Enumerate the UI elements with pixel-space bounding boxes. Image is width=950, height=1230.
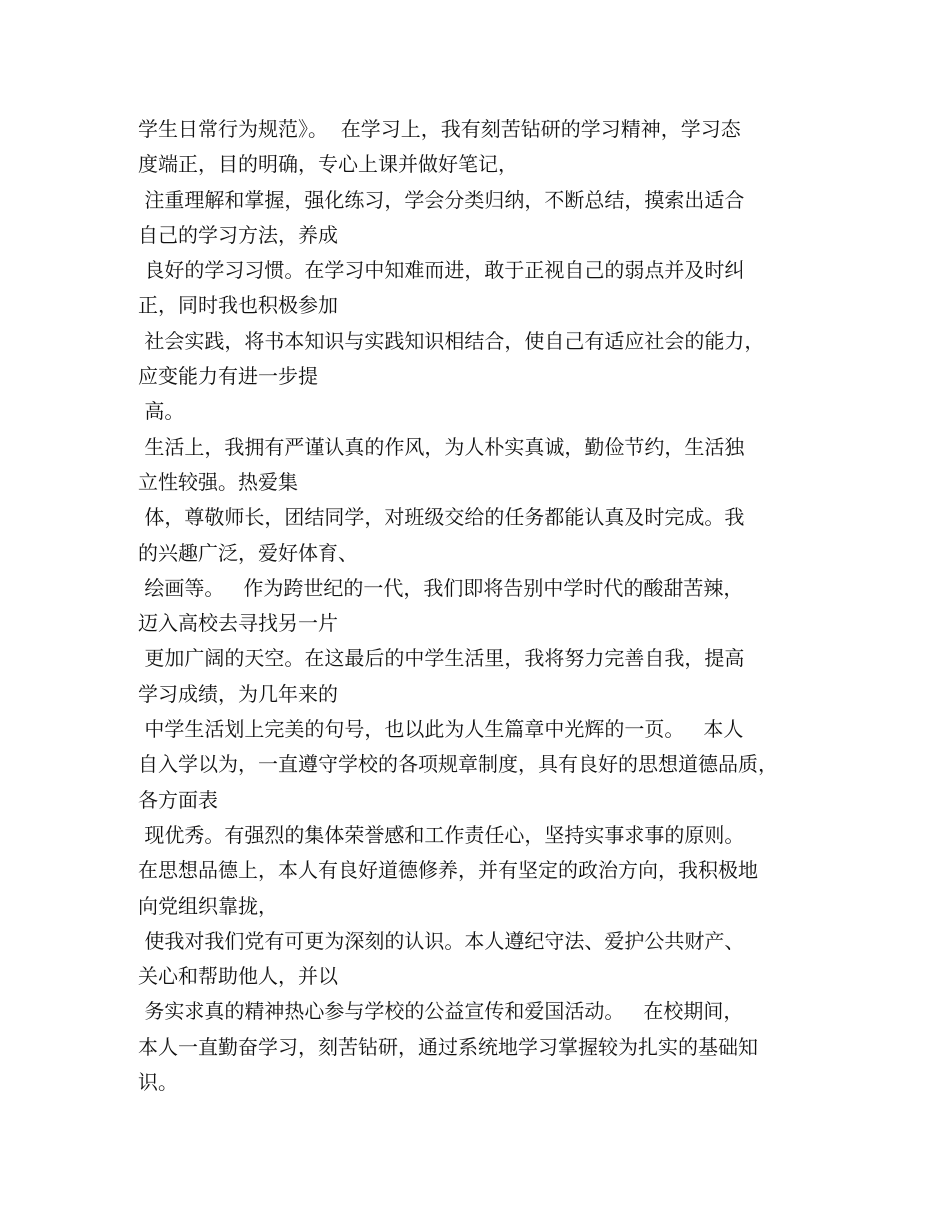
text-line: 迈入高校去寻找另一片 [138, 611, 338, 636]
text-line: 正，同时我也积极参加 [138, 293, 338, 318]
text-line: 学习成绩，为几年来的 [138, 681, 338, 706]
text-line: 立性较强。热爱集 [138, 469, 298, 494]
document-body [138, 112, 828, 1100]
text-line: 体，尊敬师长，团结同学，对班级交给的任务都能认真及时完成。我 [138, 505, 745, 530]
text-line: 的兴趣广泛，爱好体育、 [138, 540, 358, 565]
text-line: 使我对我们党有可更为深刻的认识。本人遵纪守法、爱护公共财产、 [138, 928, 745, 953]
text-line: 高。 [138, 399, 185, 424]
text-line: 自己的学习方法，养成 [138, 222, 338, 247]
text-line: 在思想品德上，本人有良好道德修养，并有坚定的政治方向，我积极地 [138, 858, 758, 883]
text-line: 良好的学习习惯。在学习中知难而进，敢于正视自己的弱点并及时纠 [138, 258, 745, 283]
text-line: 更加广阔的天空。在这最后的中学生活里，我将努力完善自我，提高 [138, 646, 745, 671]
text-line: 自入学以为，一直遵守学校的各项规章制度，具有良好的思想道德品质， [138, 752, 778, 777]
text-line: 学生日常行为规范》。 在学习上，我有刻苦钻研的学习精神，学习态 [138, 117, 741, 141]
text-line: 绘画等。 作为跨世纪的一代，我们即将告别中学时代的酸甜苦辣， [138, 575, 744, 600]
text-line: 识。 [138, 1070, 178, 1095]
text-line: 中学生活划上完美的句号，也以此为人生篇章中光辉的一页。 本人 [138, 717, 744, 742]
text-line: 现优秀。有强烈的集体荣誉感和工作责任心，坚持实事求事的原则。 [138, 822, 745, 847]
text-line: 生活上，我拥有严谨认真的作风，为人朴实真诚，勤俭节约，生活独 [138, 434, 745, 459]
text-line: 社会实践，将书本知识与实践知识相结合，使自己有适应社会的能力， [138, 328, 765, 353]
text-line: 注重理解和掌握，强化练习，学会分类归纳，不断总结，摸索出适合 [138, 187, 745, 212]
text-line: 各方面表 [138, 787, 218, 812]
text-line: 关心和帮助他人，并以 [138, 964, 338, 989]
text-line: 度端正，目的明确，专心上课并做好笔记， [138, 152, 518, 177]
text-line: 本人一直勤奋学习，刻苦钻研，通过系统地学习掌握较为扎实的基础知 [138, 1034, 758, 1059]
text-line: 向党组织靠拢， [138, 893, 278, 918]
text-line: 务实求真的精神热心参与学校的公益宣传和爱国活动。 在校期间， [138, 999, 744, 1024]
text-line: 应变能力有进一步提 [138, 364, 318, 389]
